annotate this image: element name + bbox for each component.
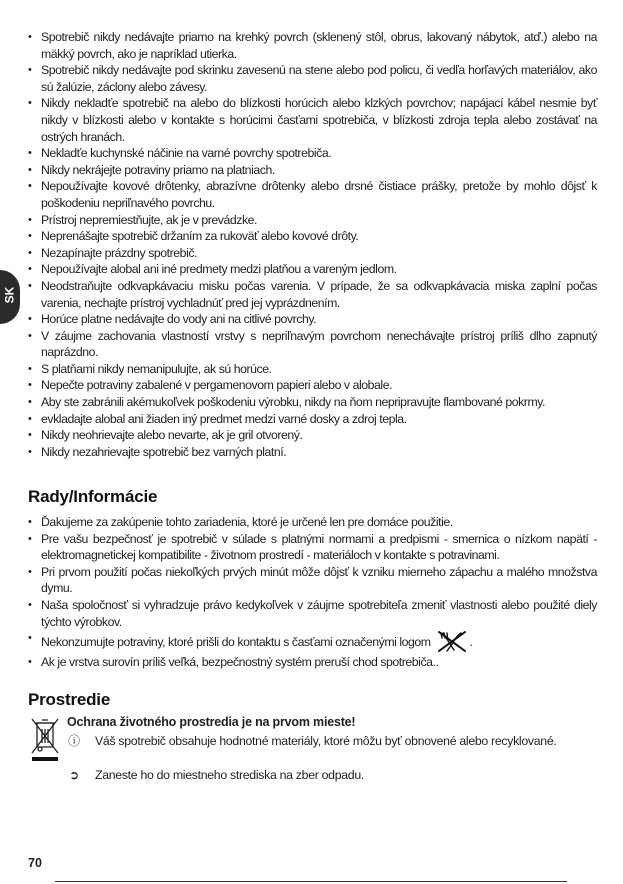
list-item-end: . — [469, 635, 473, 650]
language-code: SK — [2, 286, 17, 304]
environment-title: Ochrana životného prostredia je na prvom mieste! — [67, 715, 356, 729]
arrow-icon: ➲ — [69, 768, 79, 782]
list-item: • Nepoužívajte kovové drôtenky, abrazívne drôtenky alebo drsné čistiace prášky, pretože by mohlo dôjsť k poškodeniu nepriľnavého povrchu. — [28, 178, 597, 211]
list-item: • Nepoužívajte alobal ani iné predmety medzi platňou a vareným jedlom. — [28, 261, 597, 278]
list-item: • Nikdy nekladťe spotrebič na alebo do blízkosti horúcich alebo klzkých povrchov; napájací kábel nesmie byť nikdy v blízkosti alebo v kontakte s horúcimi časťami spotrebiča, v blízkosti zdroja tepla alebo zostávať na ostrých hranách. — [28, 95, 597, 145]
list-item: • Nezapínajte prázdny spotrebič. — [28, 245, 597, 262]
footer-divider — [55, 881, 567, 882]
list-item: • Ďakujeme za zakúpenie tohto zariadenia, ktoré je určené len pre domáce použitie. — [28, 514, 597, 531]
list-item: • Aby ste zabránili akémukoľvek poškodeniu výrobku, nikdy na ňom nepripravujte flambované pokrmy. — [28, 394, 597, 411]
list-item: • evkladajte alobal ani žiaden iný predmet medzi varné dosky a zdroj tepla. — [28, 411, 597, 428]
list-item: • Pre vašu bezpečnosť je spotrebič v súlade s platnými normami a predpismi - smernica o nízkom napätí - elektromagnetickej kompatibilite - životnom prostredí - materiáloch v kontakte s potravinami. — [28, 531, 597, 564]
environment-row-text: Váš spotrebič obsahuje hodnotné materiály, ktoré môžu byť obnovené alebo recyklované. — [95, 734, 557, 748]
advice-heading: Rady/Informácie — [28, 487, 158, 506]
list-item: • V záujme zachovania vlastností vrstvy s nepriľnavým povrchom nenechávajte prístroj príliš dlho zapnutý naprázdno. — [28, 328, 597, 361]
list-item: • Spotrebič nikdy nedávajte priamo na krehký povrch (sklenený stôl, obrus, lakovaný nábytok, atď.) alebo na mäkký povrch, ako je napríklad utierka. — [28, 29, 597, 62]
environment-heading: Prostredie — [28, 690, 111, 709]
list-item: • Naša spoločnosť si vyhradzuje právo kedykoľvek v záujme spotrebiteľa zmeniť vlastnosti alebo použité diely týchto výrobkov. — [28, 597, 597, 630]
language-tab — [0, 270, 20, 324]
list-item: • Prístroj nepremiestňujte, ak je v prevádzke. — [28, 212, 597, 229]
list-item: • Ak je vrstva surovín príliš veľká, bezpečnostný systém preruší chod spotrebiča.. — [28, 654, 597, 671]
list-item: • Nekladťe kuchynské náčinie na varné povrchy spotrebiča. — [28, 145, 597, 162]
info-icon: ⓘ — [68, 734, 80, 748]
list-item: • Nikdy neohrievajte alebo nevarte, ak je gril otvorený. — [28, 427, 597, 444]
crossed-out-fork-knife-icon — [437, 630, 467, 654]
environment-row — [67, 733, 597, 750]
list-item: • Nepečte potraviny zabalené v pergamenovom papieri alebo v alobale. — [28, 377, 597, 394]
list-item: • Neprenášajte spotrebič držaním za rukoväť alebo kovové drôty. — [28, 228, 597, 245]
crossed-out-wheelie-bin-icon — [30, 717, 60, 765]
list-item: • S platňami nikdy nemanipulujte, ak sú horúce. — [28, 361, 597, 378]
list-item-with-logo — [28, 630, 597, 654]
safety-instructions-list — [28, 29, 597, 460]
list-item: • Neodstraňujte odkvapkávaciu misku počas varenia. V prípade, že sa odkvapkávacia miska zaplní počas varenia, nechajte prístroj vychladnúť pred jej vyprázdnením. — [28, 278, 597, 311]
list-item: • Horúce platne nedávajte do vody ani na citlivé povrchy. — [28, 311, 597, 328]
list-item: • Nikdy nezahrievajte spotrebič bez varných platní. — [28, 444, 597, 461]
environment-row — [67, 767, 597, 784]
list-item-text: Nekonzumujte potraviny, ktoré prišli do kontaktu s časťami označenými logom — [41, 635, 431, 650]
advice-list — [28, 514, 597, 671]
page-number: 70 — [28, 856, 42, 870]
list-item: • Spotrebič nikdy nedávajte pod skrinku zavesenú na stene alebo pod policu, či vedľa horľavých materiálov, ako sú žalúzie, záclony alebo závesy. — [28, 62, 597, 95]
environment-row-text: Zaneste ho do miestneho strediska na zber odpadu. — [95, 768, 364, 782]
list-item: • Pri prvom použití počas niekoľkých prvých minút môže dôjsť k vzniku mierneho zápachu a malého množstva dymu. — [28, 564, 597, 597]
list-item: • Nikdy nekrájejte potraviny priamo na platniach. — [28, 162, 597, 179]
